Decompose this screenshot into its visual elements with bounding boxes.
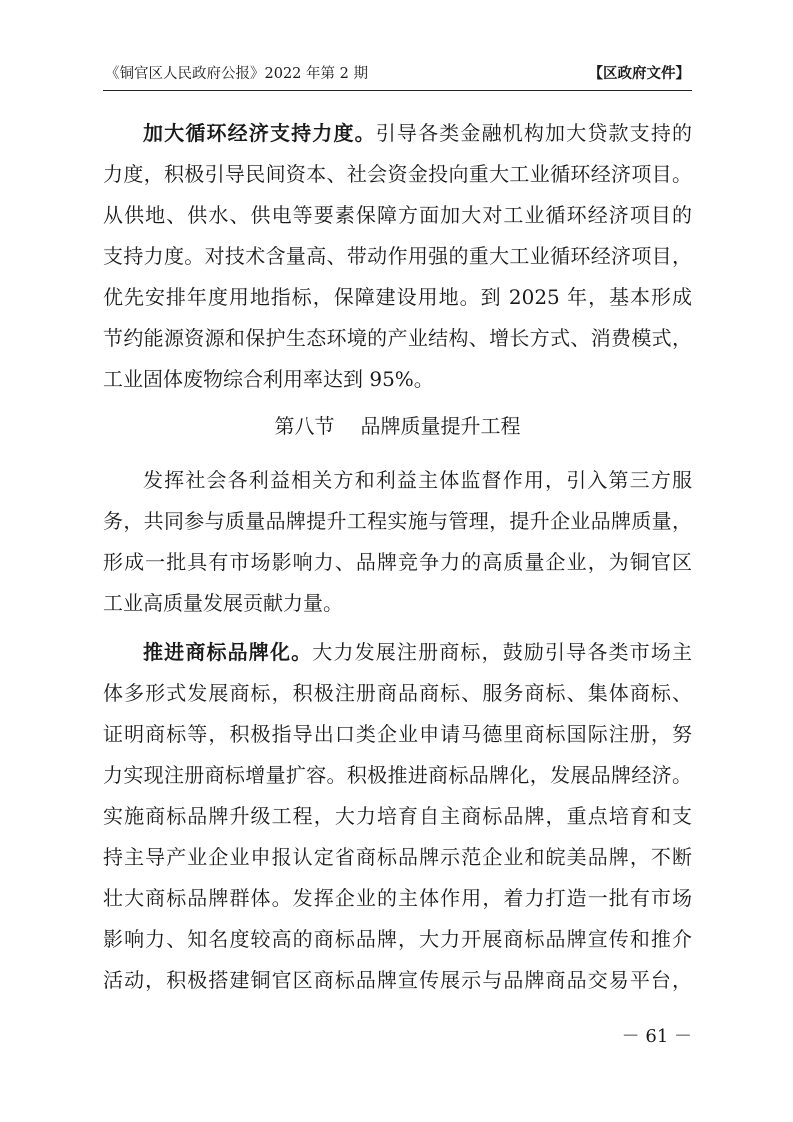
paragraph-brand-quality-intro (103, 460, 692, 624)
page-header (105, 63, 690, 85)
journal-issue-title: 《铜官区人民政府公报》2022 年第 2 期 (105, 66, 368, 82)
text-line: 推进商标品牌化。大力发展注册商标，鼓励引导各类市场主 (143, 640, 693, 664)
text-line: 工业固体废物综合利用率达到 95%。 (103, 367, 434, 391)
text-line: 从供地、供水、供电等要素保障方面加大对工业循环经济项目的 (103, 203, 692, 227)
text-line: 优先安排年度用地指标，保障建设用地。到 2025 年，基本形成 (103, 285, 692, 309)
page-body (103, 113, 692, 1001)
text-line: 活动，积极搭建铜官区商标品牌宣传展示与品牌商品交易平台， (103, 968, 692, 992)
text-line: 实施商标品牌升级工程，大力培育自主商标品牌，重点培育和支 (103, 804, 692, 828)
section-title: 品牌质量提升工程 (360, 414, 521, 438)
text-line: 持主导产业企业申报认定省商标品牌示范企业和皖美品牌，不断 (103, 845, 692, 869)
text-line: 壮大商标品牌群体。发挥企业的主体作用，着力打造一批有市场 (103, 886, 692, 910)
text-line: 体多形式发展商标，积极注册商品商标、服务商标、集体商标、 (103, 681, 692, 705)
text-line: 发挥社会各利益相关方和利益主体监督作用，引入第三方服 (143, 468, 692, 492)
header-divider (103, 90, 692, 91)
paragraph-lead: 加大循环经济支持力度。 (143, 121, 376, 145)
section-number: 第八节 (274, 414, 335, 438)
page-number: － 61 － (621, 1026, 692, 1047)
text-line: 加大循环经济支持力度。引导各类金融机构加大贷款支持的 (143, 121, 693, 145)
text-line: 形成一批具有市场影响力、品牌竞争力的高质量企业，为铜官区 (103, 550, 692, 574)
paragraph-lead: 推进商标品牌化。 (143, 640, 313, 664)
document-category: 【区政府文件】 (588, 66, 690, 82)
text-line: 务，共同参与质量品牌提升工程实施与管理，提升企业品牌质量， (103, 509, 692, 533)
text-line: 节约能源资源和保护生态环境的产业结构、增长方式、消费模式， (103, 326, 692, 350)
text-line: 工业高质量发展贡献力量。 (103, 591, 343, 615)
text-line: 影响力、知名度较高的商标品牌，大力开展商标品牌宣传和推介 (103, 927, 692, 951)
text-line: 支持力度。对技术含量高、带动作用强的重大工业循环经济项目， (103, 244, 692, 268)
paragraph-circular-economy (103, 113, 692, 400)
text-line: 证明商标等，积极指导出口类企业申请马德里商标国际注册，努 (103, 722, 692, 746)
paragraph-trademark-branding (103, 632, 692, 1001)
section-heading (103, 400, 692, 460)
text-line: 力度，积极引导民间资本、社会资金投向重大工业循环经济项目。 (103, 162, 692, 186)
text-line: 力实现注册商标增量扩容。积极推进商标品牌化，发展品牌经济。 (103, 763, 692, 787)
